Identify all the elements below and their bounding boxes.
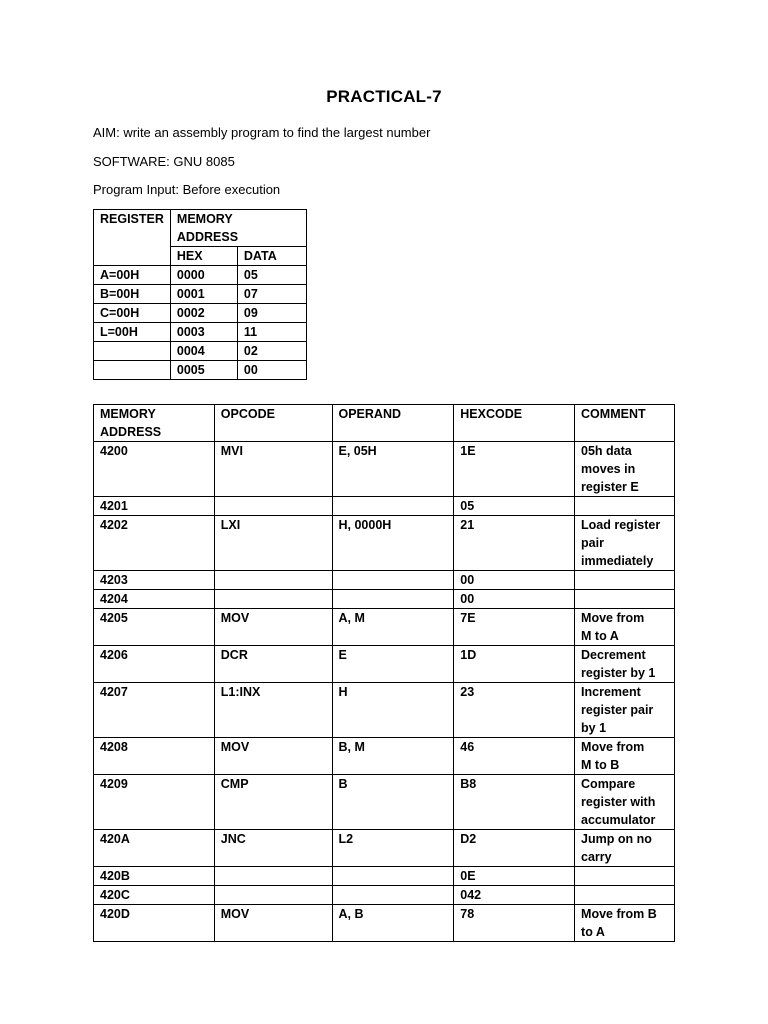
header-memory-address-col xyxy=(94,405,215,442)
address-cell: 4202 xyxy=(94,516,215,571)
hexcode-cell: 00 xyxy=(454,571,575,590)
opcode-cell: DCR xyxy=(214,646,332,683)
comment-cell xyxy=(575,609,675,646)
comment-line: Move from xyxy=(581,611,645,625)
opcode-cell: MVI xyxy=(214,442,332,497)
table-row xyxy=(94,590,675,609)
comment-line: to A xyxy=(581,925,605,939)
comment-line: register with xyxy=(581,795,656,809)
operand-cell: H xyxy=(332,683,454,738)
operand-cell: L2 xyxy=(332,830,454,867)
page-title: PRACTICAL-7 xyxy=(326,87,442,106)
header-opcode: OPCODE xyxy=(214,405,332,442)
header-data: DATA xyxy=(237,247,306,266)
opcode-cell xyxy=(214,867,332,886)
table-row xyxy=(94,323,307,342)
comment-line: register pair xyxy=(581,703,654,717)
address-cell: 4207 xyxy=(94,683,215,738)
hexcode-cell: 7E xyxy=(454,609,575,646)
opcode-cell: MOV xyxy=(214,609,332,646)
header-hexcode: HEXCODE xyxy=(454,405,575,442)
header-memory-label: MEMORY xyxy=(176,212,233,226)
table-row xyxy=(94,830,675,867)
header-hex: HEX xyxy=(170,247,237,266)
opcode-cell xyxy=(214,497,332,516)
hexcode-cell: 00 xyxy=(454,590,575,609)
comment-line: accumulator xyxy=(581,813,656,827)
opcode-cell xyxy=(214,571,332,590)
comment-line: by 1 xyxy=(581,721,607,735)
hexcode-cell: 1E xyxy=(454,442,575,497)
address-cell: 420D xyxy=(94,905,215,942)
address-cell: 4203 xyxy=(94,571,215,590)
comment-line: Jump on no xyxy=(581,832,652,846)
operand-cell: B, M xyxy=(332,738,454,775)
hexcode-cell: 21 xyxy=(454,516,575,571)
hex-cell: 0002 xyxy=(170,304,237,323)
operand-cell: E, 05H xyxy=(332,442,454,497)
software-text: SOFTWARE: GNU 8085 xyxy=(93,154,235,169)
aim-text: AIM: write an assembly program to find the largest number xyxy=(93,125,431,140)
comment-line: Move from xyxy=(581,740,645,754)
opcode-cell: L1:INX xyxy=(214,683,332,738)
comment-cell xyxy=(575,497,675,516)
address-cell: 4206 xyxy=(94,646,215,683)
hexcode-cell: 05 xyxy=(454,497,575,516)
hex-cell: 0004 xyxy=(170,342,237,361)
comment-line: pair xyxy=(581,536,604,550)
register-cell: A=00H xyxy=(94,266,171,285)
comment-cell xyxy=(575,442,675,497)
hex-cell: 0001 xyxy=(170,285,237,304)
hex-cell: 0000 xyxy=(170,266,237,285)
hexcode-cell: 23 xyxy=(454,683,575,738)
operand-cell xyxy=(332,497,454,516)
header-comment: COMMENT xyxy=(575,405,675,442)
header-address-label: ADDRESS xyxy=(100,425,162,439)
data-cell: 00 xyxy=(237,361,306,380)
operand-cell xyxy=(332,571,454,590)
table-row xyxy=(94,571,675,590)
comment-cell xyxy=(575,516,675,571)
address-cell: 4204 xyxy=(94,590,215,609)
opcode-cell: MOV xyxy=(214,905,332,942)
data-cell: 09 xyxy=(237,304,306,323)
table-row xyxy=(94,442,675,497)
opcode-cell xyxy=(214,590,332,609)
operand-cell xyxy=(332,867,454,886)
hexcode-cell: D2 xyxy=(454,830,575,867)
hexcode-cell: 0E xyxy=(454,867,575,886)
header-operand: OPERAND xyxy=(332,405,454,442)
operand-cell: B xyxy=(332,775,454,830)
address-cell: 4200 xyxy=(94,442,215,497)
comment-cell xyxy=(575,683,675,738)
register-cell: C=00H xyxy=(94,304,171,323)
register-cell: L=00H xyxy=(94,323,171,342)
hexcode-cell: 042 xyxy=(454,886,575,905)
operand-cell xyxy=(332,886,454,905)
opcode-cell: MOV xyxy=(214,738,332,775)
comment-line: register by 1 xyxy=(581,666,656,680)
operand-cell: A, B xyxy=(332,905,454,942)
comment-line: M to B xyxy=(581,758,620,772)
comment-line: Load register xyxy=(581,518,661,532)
hex-cell: 0005 xyxy=(170,361,237,380)
hexcode-cell: B8 xyxy=(454,775,575,830)
table-row xyxy=(94,266,307,285)
address-cell: 4205 xyxy=(94,609,215,646)
comment-cell xyxy=(575,867,675,886)
comment-line: Move from B xyxy=(581,907,657,921)
address-cell: 4208 xyxy=(94,738,215,775)
header-register: REGISTER xyxy=(94,210,171,266)
comment-cell xyxy=(575,775,675,830)
register-cell: B=00H xyxy=(94,285,171,304)
register-cell xyxy=(94,342,171,361)
operand-cell: E xyxy=(332,646,454,683)
address-cell: 4209 xyxy=(94,775,215,830)
table-row xyxy=(94,886,675,905)
comment-cell xyxy=(575,886,675,905)
comment-line: register E xyxy=(581,480,639,494)
hex-cell: 0003 xyxy=(170,323,237,342)
table-row xyxy=(94,342,307,361)
table-row xyxy=(94,516,675,571)
comment-line: moves in xyxy=(581,462,636,476)
hexcode-cell: 46 xyxy=(454,738,575,775)
data-cell: 05 xyxy=(237,266,306,285)
register-cell xyxy=(94,361,171,380)
comment-line: immediately xyxy=(581,554,654,568)
table-row xyxy=(94,738,675,775)
hexcode-cell: 78 xyxy=(454,905,575,942)
table-row xyxy=(94,361,307,380)
opcode-cell: CMP xyxy=(214,775,332,830)
table-row xyxy=(94,304,307,323)
table-row xyxy=(94,867,675,886)
data-cell: 11 xyxy=(237,323,306,342)
operand-cell: H, 0000H xyxy=(332,516,454,571)
data-cell: 07 xyxy=(237,285,306,304)
address-cell: 420C xyxy=(94,886,215,905)
opcode-cell: LXI xyxy=(214,516,332,571)
comment-line: M to A xyxy=(581,629,619,643)
comment-line: Compare xyxy=(581,777,636,791)
table-row xyxy=(94,609,675,646)
address-cell: 420B xyxy=(94,867,215,886)
address-cell: 4201 xyxy=(94,497,215,516)
comment-line: Increment xyxy=(581,685,641,699)
header-memory-address xyxy=(170,210,306,247)
comment-cell xyxy=(575,590,675,609)
operand-cell: A, M xyxy=(332,609,454,646)
table-row xyxy=(94,683,675,738)
program-input-text: Program Input: Before execution xyxy=(93,182,281,197)
comment-line: 05h data xyxy=(581,444,632,458)
comment-cell xyxy=(575,571,675,590)
hexcode-cell: 1D xyxy=(454,646,575,683)
header-address-label: ADDRESS xyxy=(176,230,239,244)
comment-cell xyxy=(575,646,675,683)
table-row xyxy=(94,775,675,830)
table-row xyxy=(94,646,675,683)
comment-cell xyxy=(575,830,675,867)
table-row xyxy=(94,497,675,516)
comment-cell xyxy=(575,738,675,775)
address-cell: 420A xyxy=(94,830,215,867)
comment-line: carry xyxy=(581,850,612,864)
data-cell: 02 xyxy=(237,342,306,361)
operand-cell xyxy=(332,590,454,609)
comment-cell xyxy=(575,905,675,942)
table-row xyxy=(94,285,307,304)
program-table xyxy=(93,404,675,942)
input-table xyxy=(93,209,307,380)
opcode-cell xyxy=(214,886,332,905)
opcode-cell: JNC xyxy=(214,830,332,867)
table-row xyxy=(94,905,675,942)
header-memory-label: MEMORY xyxy=(100,407,156,421)
comment-line: Decrement xyxy=(581,648,646,662)
